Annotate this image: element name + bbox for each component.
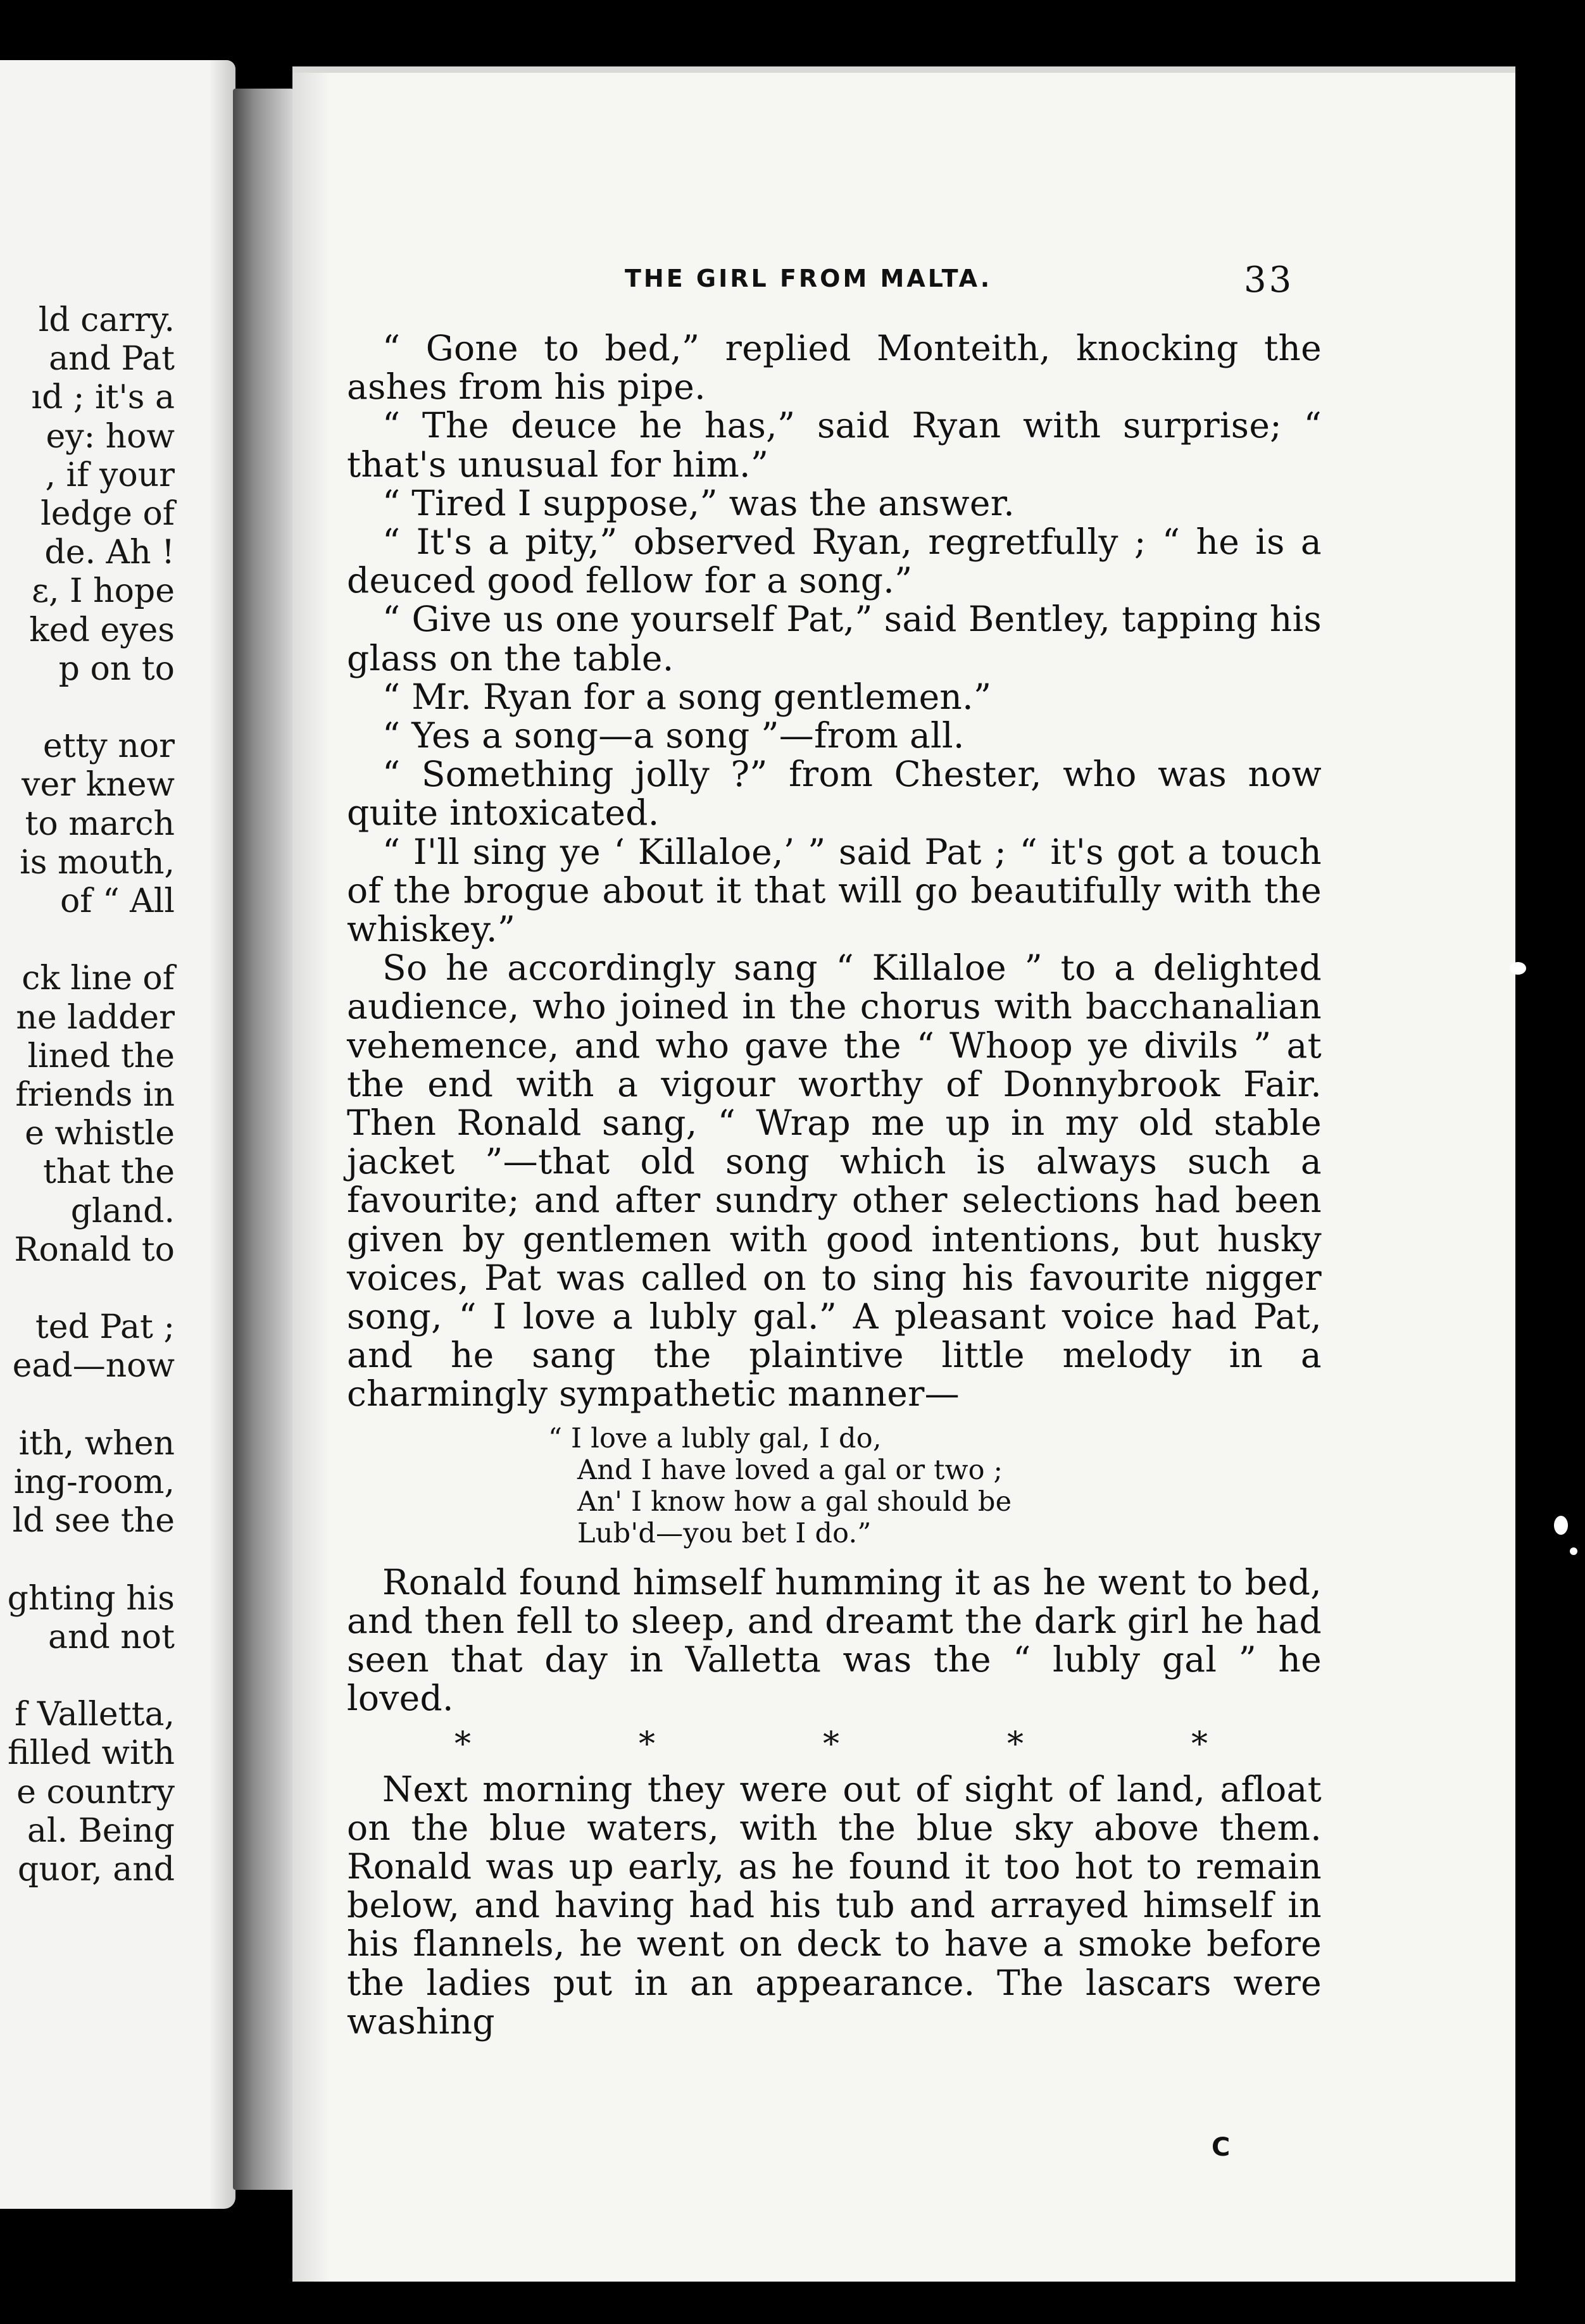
section-break-star: * <box>454 1725 471 1763</box>
right-page <box>292 66 1515 2282</box>
paragraph: “ It's a pity,” observed Ryan, regretfully ; “ he is a deuced good fellow for a song.” <box>347 522 1322 601</box>
paragraph: “ I'll sing ye ‘ Killaloe,’ ” said Pat ; “ it's got a touch of the brogue about it that will go beautifully with the whiskey.” <box>347 831 1322 950</box>
section-break-star: * <box>639 1725 655 1763</box>
left-page-line: ledge of <box>41 495 175 533</box>
paper-speck <box>1554 1516 1568 1535</box>
paragraph: “ Something jolly ?” from Chester, who was now quite intoxicated. <box>347 754 1322 834</box>
running-title: THE GIRL FROM MALTA. <box>625 265 993 292</box>
left-page-line: lined the <box>27 1037 175 1075</box>
paragraph: “ The deuce he has,” said Ryan with surprise; “ that's unusual for him.” <box>347 405 1322 485</box>
verse-line: And I have loved a gal or two ; <box>577 1454 1003 1486</box>
left-page-line: and Pat <box>49 340 175 378</box>
left-page-line: ey: how <box>46 417 175 456</box>
paragraph: “ Gone to bed,” replied Monteith, knocking the ashes from his pipe. <box>347 328 1322 408</box>
left-page-line: friends in <box>15 1076 175 1114</box>
paper-speck <box>1510 962 1526 975</box>
section-break <box>347 1718 1322 1770</box>
left-page-line: ıd ; it's a <box>31 378 175 417</box>
left-page-line: and not <box>47 1618 175 1656</box>
left-page-line: al. Being <box>27 1811 175 1850</box>
verse-line: Lub'd—you bet I do.” <box>577 1517 872 1549</box>
left-page-line: ing-room, <box>13 1463 175 1501</box>
verse-line: “ I love a lubly gal, I do, <box>548 1422 882 1454</box>
book-spine <box>233 89 294 2190</box>
left-page-line: ghting his <box>7 1579 175 1618</box>
page-number: 33 <box>1244 259 1294 301</box>
paragraph: “ Give us one yourself Pat,” said Bentley, tapping his glass on the table. <box>347 599 1322 678</box>
paragraph: So he accordingly sang “ Killaloe ” to a delighted audience, who joined in the chorus with bacchanalian vehemence, and who gave the “ Whoop ye divils ” at the end with a vigour worthy of Donnybrook Fair. Then Ronald sang, “ Wrap me up in my old stable jacket ”—that old song which is always such a favourite; and after sundry other selections had been given by gentlemen with good intentions, but husky voices, Pat was called on to sing his favourite nigger song, “ I love a lubly gal.” A pleasant voice had Pat, and he sang the plaintive little melody in a charmingly sympathetic manner— <box>347 947 1322 1415</box>
verse-line: An' I know how a gal should be <box>577 1485 1012 1518</box>
left-page-line: , if your <box>45 456 175 494</box>
section-break-star: * <box>1191 1725 1208 1763</box>
paper-speck <box>1570 1547 1577 1555</box>
left-page-line: of “ All <box>60 882 175 920</box>
left-page-line: ead—now <box>12 1347 175 1385</box>
song-verse <box>347 1423 1322 1549</box>
left-page-line: ld carry. <box>38 301 175 339</box>
left-page-line: quor, and <box>17 1851 175 1889</box>
left-page-line: to march <box>25 804 175 843</box>
left-page-line: ted Pat ; <box>35 1308 175 1347</box>
left-page-line: e whistle <box>25 1115 175 1153</box>
left-page-line: e country <box>16 1773 175 1811</box>
left-page-line: ith, when <box>18 1424 175 1463</box>
left-page-line: ɛ, I hope <box>32 572 175 611</box>
left-page-line: de. Ah ! <box>44 534 175 572</box>
left-page-line: Ronald to <box>14 1230 175 1269</box>
left-page-line: that the <box>43 1153 175 1192</box>
left-page-line: ck line of <box>22 959 175 998</box>
left-page-line: f Valletta, <box>15 1696 175 1734</box>
section-break-star: * <box>823 1725 839 1763</box>
paragraph: “ Mr. Ryan for a song gentlemen.” <box>382 676 992 717</box>
left-page-line: gland. <box>70 1192 175 1230</box>
left-page-line: filled with <box>7 1734 175 1773</box>
left-page-line: ne ladder <box>16 998 175 1037</box>
section-break-star: * <box>1007 1725 1024 1763</box>
left-page-line: is mouth, <box>20 843 175 882</box>
text-block <box>347 329 1322 2041</box>
paragraph: “ Yes a song—a song ”—from all. <box>382 715 965 756</box>
left-page <box>0 60 235 2209</box>
left-page-line: ld see the <box>12 1502 175 1540</box>
left-page-line: ked eyes <box>29 611 175 649</box>
left-page-line: p on to <box>58 649 175 688</box>
left-page-line: etty nor <box>42 727 175 766</box>
left-page-line: ver knew <box>22 766 175 804</box>
paragraph: Next morning they were out of sight of land, afloat on the blue waters, with the blue sky above them. Ronald was up early, as he found it too hot to remain below, and having had his tub and arrayed himself in his flannels, he went on deck to have a smoke before the ladies put in an appearance. The lascars were washing <box>347 1768 1322 2042</box>
signature-mark: C <box>1212 2133 1231 2162</box>
paragraph: Ronald found himself humming it as he went to bed, and then fell to sleep, and dreamt the dark girl he had seen that day in Valletta was the “ lubly gal ” he loved. <box>347 1561 1322 1719</box>
paragraph: “ Tired I suppose,” was the answer. <box>382 482 1015 523</box>
